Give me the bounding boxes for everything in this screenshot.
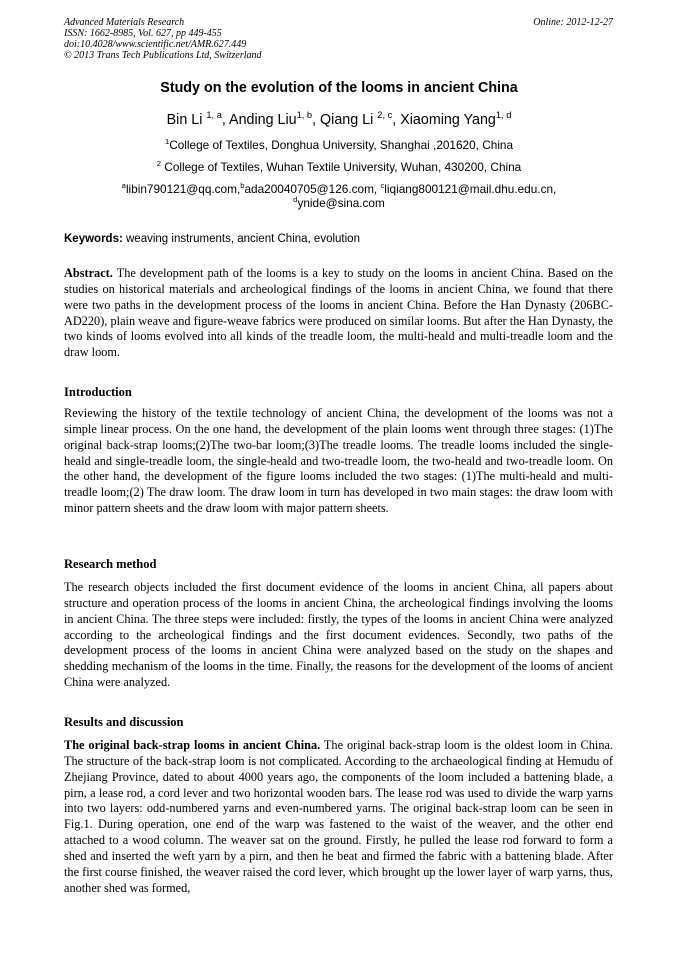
email-line-1: $^a$libin790121@qq.com,$^b$ada20040705@126.com, $^c$liqiang800121@mail.dhu.edu.cn, <box>121 181 557 196</box>
author-list: Bin Li $^{1, a}$, Anding Liu$^{1, b}$, Qiang Li $^{2, c}$, Xiaoming Yang$^{1, d}$ <box>166 110 512 128</box>
keywords-text: weaving instruments, ancient China, evolution <box>126 233 360 245</box>
doi-line: doi:10.4028/www.scientific.net/AMR.627.449 <box>64 39 247 50</box>
journal-name: Advanced Materials Research <box>64 17 185 28</box>
email-line-2 <box>0 196 678 210</box>
online-date: Online: 2012-12-27 <box>533 17 613 28</box>
email-sup: d <box>293 195 298 205</box>
section-heading-results: Results and discussion <box>64 715 184 729</box>
copyright-line: © 2013 Trans Tech Publications Ltd, Switzerland <box>64 50 262 61</box>
section-heading-method: Research method <box>64 557 157 571</box>
author-name: Bin Li <box>166 112 203 128</box>
affiliation-text: College of Textiles, Wuhan Textile University, Wuhan, 430200, China <box>164 160 522 174</box>
section-heading-introduction: Introduction <box>64 385 132 399</box>
issn-line: ISSN: 1662-8985, Vol. 627, pp 449-455 <box>64 28 222 39</box>
email-address[interactable]: ada20040705@126.com <box>244 182 374 196</box>
author-sup: 2, c <box>377 110 393 121</box>
affiliation-2 <box>0 160 678 174</box>
results-text: The original back-strap loom is the oldest loom in China. The structure of the back-strap loom is not complicated. According to the archaeological finding at Hemudu of Zhejiang Province, dated to about 4000 years ago, the components of the loom included a battening blade, a pirn, a lease rod, a cord lever and two horizontal wooden bars. The lease rod was used to divide the warp yarns into two layers: odd-numbered yarns and even-numbered yarns. The original back-strap loom can be seen in Fig.1. During operation, one end of the warp was fastened to the waist of the weaver, and the other end attached to a wood column. The weaver sat on the ground. Firstly, he pulled the lease rod forward to form a shed and inserted the weft yarn by a pirn, and then he beat and firmed the fabric with a battening blade. After the first course finished, the weaver raised the cord lever, which brought up the lower layer of warp yarns, thus, another shed was formed, <box>64 738 613 895</box>
author-sup: 1, b <box>296 110 313 121</box>
abstract <box>64 266 613 361</box>
affiliation-sup: 1 <box>164 137 170 147</box>
email-sup: c <box>380 181 385 191</box>
email-address[interactable]: liqiang800121@mail.dhu.edu.cn <box>384 182 554 196</box>
abstract-label: Abstract. <box>64 266 113 280</box>
results-body <box>64 738 613 896</box>
email-address[interactable]: ynide@sina.com <box>297 196 385 210</box>
affiliation-text: College of Textiles, Donghua University, Shanghai ,201620, China <box>169 138 514 152</box>
author-name: Xiaoming Yang <box>400 112 496 128</box>
author-name: Qiang Li <box>320 112 374 128</box>
keywords <box>64 233 360 245</box>
results-lead: The original back-strap looms in ancient China. <box>64 738 321 752</box>
author-name: Anding Liu <box>229 112 297 128</box>
affiliation-1 <box>0 138 678 152</box>
journal-header <box>64 17 262 61</box>
paper-title: Study on the evolution of the looms in ancient China <box>160 80 518 96</box>
author-sup: 1, d <box>495 110 512 121</box>
keywords-label: Keywords: <box>64 233 123 245</box>
email-sup: b <box>240 181 245 191</box>
affiliation-sup: 2 <box>156 159 162 169</box>
abstract-text: The development path of the looms is a key to study on the looms in ancient China. Based on the studies on historical materials and archeological findings of the looms in ancient China, we found that there were two paths in the development process of the looms in ancient China. Before the Han Dynasty (206BC-AD220), plain weave and figure-weave fabrics were produced on similar looms. But after the Han Dynasty, the two kinds of looms evolved into all kinds of the treadle loom, the multi-heald and multi-treadle loom and the draw loom. <box>64 266 613 360</box>
method-body: The research objects included the first document evidence of the looms in ancient China, all papers about structure and operation process of the looms in ancient China, the archeological findings involving the looms in ancient China. The three steps were included: firstly, the types of the looms in ancient China were analyzed according to the archeological findings and the first document evidences. Secondly, two paths of the development process of the looms in ancient China were analyzed based on the study on the shapes and shedding mechanism of the looms in the time. Finally, the reasons for the development of the looms of ancient China were analyzed. <box>64 580 613 690</box>
email-address[interactable]: libin790121@qq.com <box>125 182 237 196</box>
author-sup: 1, a <box>206 110 222 121</box>
email-sup: a <box>121 181 126 191</box>
introduction-body: Reviewing the history of the textile technology of ancient China, the development of the looms was not a simple linear process. On the one hand, the development of the plain looms went through three stages: (1)The original back-strap looms;(2)The two-bar loom;(3)The treadle looms. The treadle looms included the single-heald and single-treadle loom, the single-heald and two-treadle loom, the two-heald and two-treadle loom. On the other hand, the development of the figure looms included the two stages: (1)The multi-heald and multi-treadle loom;(2) The draw loom. The draw loom in turn has developed in two main stages: the draw loom with minor pattern sheets and the draw loom with major pattern sheets. <box>64 406 613 516</box>
